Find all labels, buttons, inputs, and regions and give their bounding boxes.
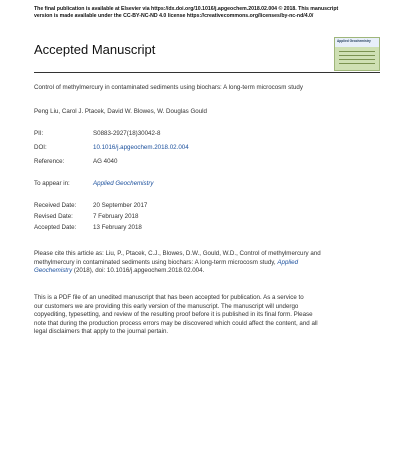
license-notice-line-2: version is made available under the CC-BY-NC-ND 4.0 license https://creativecommons.org/licenses/by-nc-nd/4.0/: [34, 13, 314, 19]
cover-pattern: [339, 51, 375, 67]
reference-label: Reference:: [34, 158, 65, 165]
disclaimer-line-4: note that during the production process errors may be discovered which could affect the content, and all: [34, 319, 318, 327]
received-date-value: 20 September 2017: [93, 202, 148, 209]
header-divider: [34, 72, 380, 73]
reference-value: AG 4040: [93, 158, 118, 165]
citation-line-2: methylmercury in contaminated sediments using biochars: A long-term microcosm study, Applied: [34, 258, 299, 266]
accepted-date-label: Accepted Date:: [34, 224, 77, 231]
pii-value: S0883-2927(18)30042-8: [93, 130, 161, 137]
doi-label: DOI:: [34, 144, 47, 151]
article-title: Control of methylmercury in contaminated sediments using biochars: A long-term microcosm study: [34, 84, 303, 91]
license-notice-line-1: The final publication is available at Elsevier via https://dx.doi.org/10.1016/j.apgeochem.2018.02.004 © 2018. This manuscript: [34, 6, 339, 12]
article-authors: Peng Liu, Carol J. Ptacek, David W. Blowes, W. Douglas Gould: [34, 108, 207, 115]
citation-line-1: Please cite this article as: Liu, P., Ptacek, C.J., Blowes, D.W., Gould, W.D., Control of methylmercury and: [34, 250, 321, 257]
cover-journal-title: Applied Geochemistry: [337, 39, 371, 43]
citation-paragraph: [34, 250, 378, 276]
disclaimer-line-1: This is a PDF file of an unedited manuscript that has been accepted for publication. As a service to: [34, 294, 304, 301]
doi-link[interactable]: 10.1016/j.apgeochem.2018.02.004: [93, 144, 189, 151]
citation-journal-part-1[interactable]: Applied: [277, 258, 299, 266]
citation-journal-part-2[interactable]: Geochemistry: [34, 267, 73, 275]
to-appear-label: To appear in:: [34, 180, 70, 187]
disclaimer-paragraph: [34, 294, 378, 337]
journal-name-link[interactable]: Applied Geochemistry: [93, 180, 154, 187]
disclaimer-line-2: our customers we are providing this early version of the manuscript. The manuscript will undergo: [34, 302, 299, 310]
disclaimer-line-3: copyediting, typesetting, and review of the resulting proof before it is published in its final form. Please: [34, 311, 313, 319]
revised-date-value: 7 February 2018: [93, 213, 139, 220]
accepted-manuscript-heading: Accepted Manuscript: [34, 42, 156, 57]
citation-line-3: Geochemistry (2018), doi: 10.1016/j.apgeochem.2018.02.004.: [34, 267, 205, 275]
accepted-date-value: 13 February 2018: [93, 224, 142, 231]
disclaimer-line-5: legal disclaimers that apply to the journal pertain.: [34, 328, 169, 336]
license-notice: [34, 6, 374, 20]
journal-cover-thumbnail: [334, 37, 380, 71]
revised-date-label: Revised Date:: [34, 213, 73, 220]
received-date-label: Received Date:: [34, 202, 77, 209]
pii-label: PII:: [34, 130, 44, 137]
